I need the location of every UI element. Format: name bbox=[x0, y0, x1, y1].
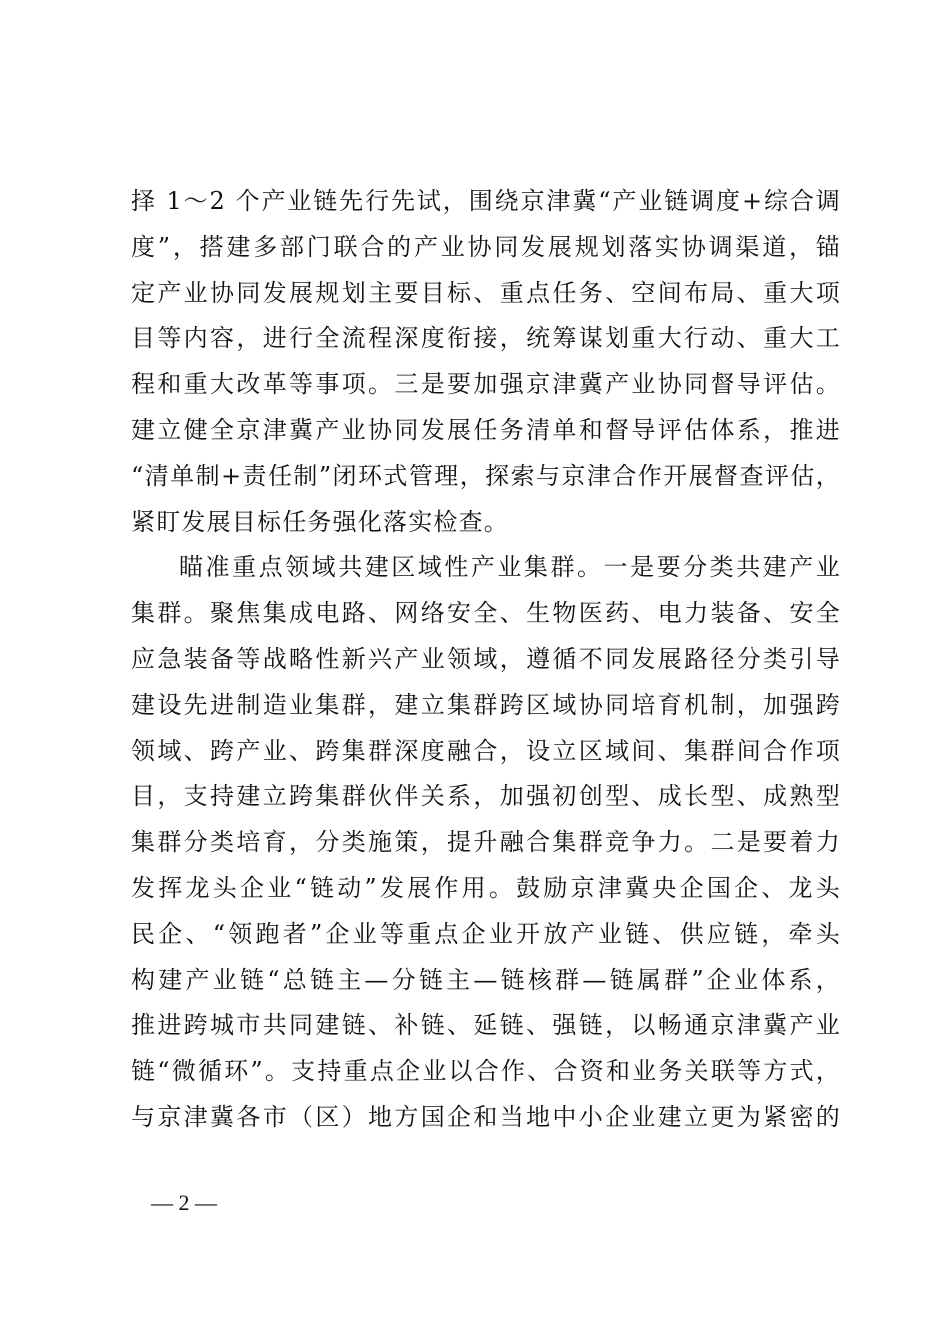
text-line: 应急装备等战略性新兴产业领域，遵循不同发展路径分类引导 bbox=[131, 644, 841, 673]
text-line: 构建产业链“总链主—分链主—链核群—链属群”企业体系， bbox=[131, 965, 841, 994]
text-line: 推进跨城市共同建链、补链、延链、强链，以畅通京津冀产业 bbox=[131, 1011, 841, 1040]
text-line: 集群分类培育，分类施策，提升融合集群竞争力。二是要着力 bbox=[131, 828, 841, 857]
text-line: 民企、“领跑者”企业等重点企业开放产业链、供应链，牵头 bbox=[131, 919, 841, 948]
page-number: — 2 — bbox=[151, 1190, 217, 1215]
text-line: 领域、跨产业、跨集群深度融合，设立区域间、集群间合作项 bbox=[131, 736, 841, 765]
text-line: 目等内容，进行全流程深度衔接，统筹谋划重大行动、重大工 bbox=[131, 324, 841, 353]
text-line: 择 1～2 个产业链先行先试，围绕京津冀“产业链调度+综合调 bbox=[131, 187, 841, 215]
text-line: 目，支持建立跨集群伙伴关系，加强初创型、成长型、成熟型 bbox=[131, 782, 841, 811]
text-line: 建设先进制造业集群，建立集群跨区域协同培育机制，加强跨 bbox=[131, 690, 841, 719]
text-line: 与京津冀各市（区）地方国企和当地中小企业建立更为紧密的 bbox=[131, 1102, 841, 1131]
text-line: 程和重大改革等事项。三是要加强京津冀产业协同督导评估。 bbox=[131, 370, 841, 399]
text-line: 链“微循环”。支持重点企业以合作、合资和业务关联等方式， bbox=[131, 1057, 841, 1086]
text-line: 度”，搭建多部门联合的产业协同发展规划落实协调渠道，锚 bbox=[131, 232, 841, 261]
text-line: 发挥龙头企业“链动”发展作用。鼓励京津冀央企国企、龙头 bbox=[131, 873, 841, 902]
text-line: 集群。聚焦集成电路、网络安全、生物医药、电力装备、安全 bbox=[131, 599, 841, 628]
text-line: “清单制+责任制”闭环式管理，探索与京津合作开展督查评估， bbox=[131, 461, 841, 490]
text-line: 建立健全京津冀产业协同发展任务清单和督导评估体系，推进 bbox=[131, 415, 841, 444]
text-line: 定产业协同发展规划主要目标、重点任务、空间布局、重大项 bbox=[131, 278, 841, 307]
text-line: 紧盯发展目标任务强化落实检查。 bbox=[131, 507, 509, 536]
paragraph-first-line: 瞄准重点领域共建区域性产业集群。一是要分类共建产业 bbox=[179, 553, 841, 582]
body-text bbox=[131, 179, 841, 1141]
